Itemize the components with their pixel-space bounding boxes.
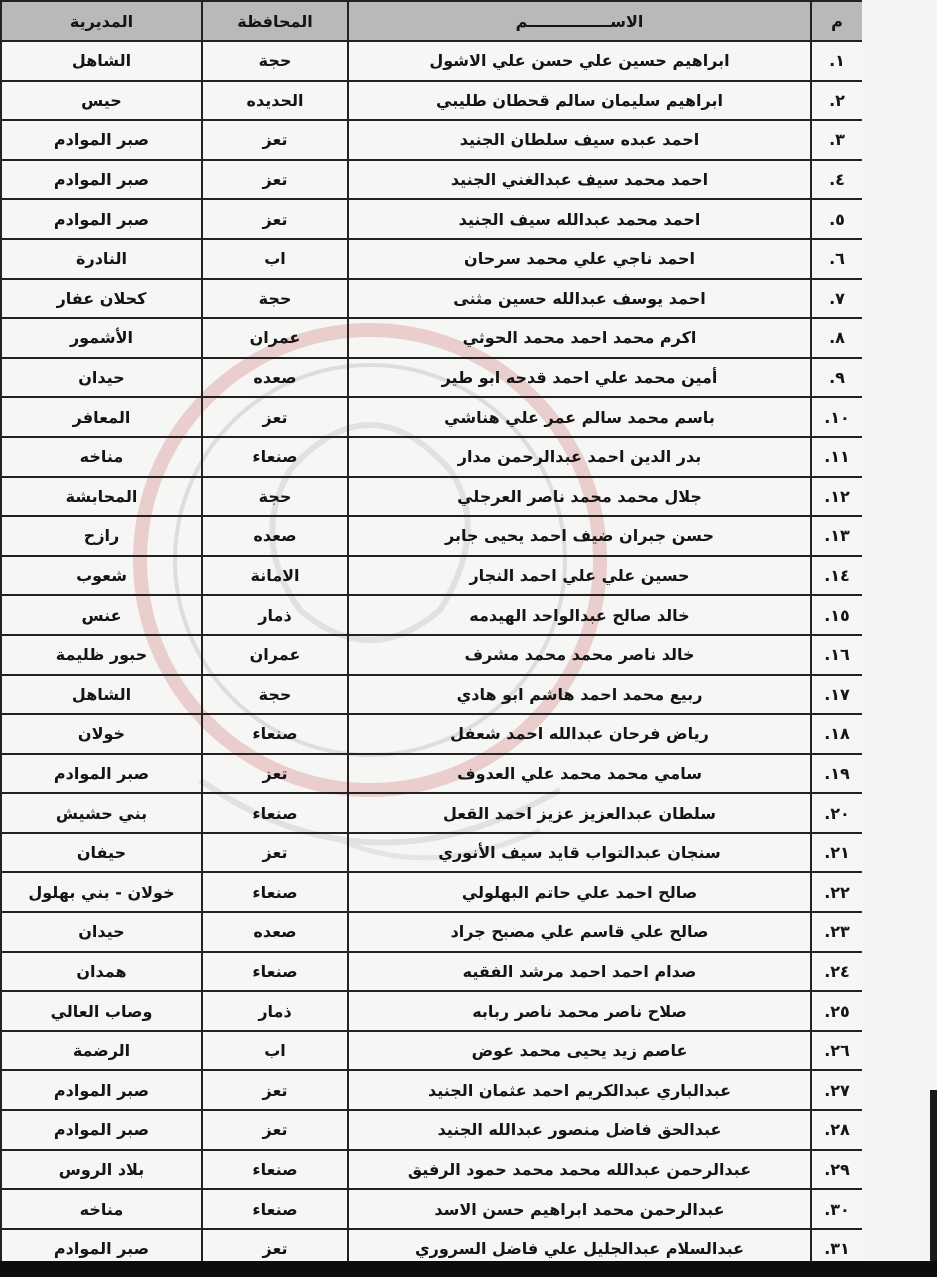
row-name: رياض فرحان عبدالله احمد شعفل xyxy=(348,714,811,754)
row-name: ربيع محمد احمد هاشم ابو هادي xyxy=(348,675,811,715)
row-district: خولان xyxy=(1,714,202,754)
row-governorate: صنعاء xyxy=(202,872,348,912)
row-number: ٢٢. xyxy=(811,872,863,912)
row-number: ١٩. xyxy=(811,754,863,794)
row-district: بلاد الروس xyxy=(1,1150,202,1190)
row-governorate: الحديده xyxy=(202,81,348,121)
table-row xyxy=(1,1031,863,1071)
row-governorate: تعز xyxy=(202,754,348,794)
table-row xyxy=(1,912,863,952)
table-header-row xyxy=(1,1,863,41)
table-row xyxy=(1,952,863,992)
row-number: ٣. xyxy=(811,120,863,160)
table-row xyxy=(1,1070,863,1110)
row-district: حيدان xyxy=(1,358,202,398)
row-number: ٢. xyxy=(811,81,863,121)
table-row xyxy=(1,754,863,794)
bottom-dark-band xyxy=(0,1261,937,1277)
table-row xyxy=(1,872,863,912)
row-number: ١٤. xyxy=(811,556,863,596)
row-name: احمد عبده سيف سلطان الجنيد xyxy=(348,120,811,160)
row-name: سلطان عبدالعزيز عزيز احمد القعل xyxy=(348,793,811,833)
row-governorate: عمران xyxy=(202,318,348,358)
row-district: كحلان عفار xyxy=(1,279,202,319)
table-row xyxy=(1,516,863,556)
row-number: ٢٣. xyxy=(811,912,863,952)
row-district: صبر الموادم xyxy=(1,120,202,160)
table-row xyxy=(1,81,863,121)
row-number: ٢٦. xyxy=(811,1031,863,1071)
table-row xyxy=(1,437,863,477)
table-row xyxy=(1,279,863,319)
row-governorate: صعده xyxy=(202,516,348,556)
row-district: صبر الموادم xyxy=(1,754,202,794)
row-name: باسم محمد سالم عمر علي هناشي xyxy=(348,397,811,437)
row-governorate: حجة xyxy=(202,477,348,517)
row-governorate: تعز xyxy=(202,1229,348,1269)
row-name: خالد صالح عبدالواحد الهيدمه xyxy=(348,595,811,635)
table-row xyxy=(1,160,863,200)
row-district: حيفان xyxy=(1,833,202,873)
row-number: ٢٩. xyxy=(811,1150,863,1190)
row-name: عبدالسلام عبدالجليل علي فاضل السروري xyxy=(348,1229,811,1269)
row-district: مناخه xyxy=(1,437,202,477)
row-governorate: ذمار xyxy=(202,595,348,635)
row-number: ٢٥. xyxy=(811,991,863,1031)
table-row xyxy=(1,595,863,635)
row-name: صالح احمد علي حاتم البهلولي xyxy=(348,872,811,912)
row-name: احمد محمد سيف عبدالغني الجنيد xyxy=(348,160,811,200)
row-district: حيدان xyxy=(1,912,202,952)
row-governorate: ذمار xyxy=(202,991,348,1031)
row-governorate: تعز xyxy=(202,160,348,200)
row-governorate: تعز xyxy=(202,397,348,437)
table-row xyxy=(1,991,863,1031)
row-district: المعافر xyxy=(1,397,202,437)
row-name: ابراهيم سليمان سالم قحطان طليبي xyxy=(348,81,811,121)
row-name: عبدالرحمن محمد ابراهيم حسن الاسد xyxy=(348,1189,811,1229)
row-name: عبدالرحمن عبدالله محمد محمد حمود الرفيق xyxy=(348,1150,811,1190)
row-name: اكرم محمد احمد محمد الحوثي xyxy=(348,318,811,358)
row-number: ١٠. xyxy=(811,397,863,437)
row-name: حسن جبران ضيف احمد يحيى جابر xyxy=(348,516,811,556)
row-name: بدر الدين احمد عبدالرحمن مدار xyxy=(348,437,811,477)
table-row xyxy=(1,1110,863,1150)
row-number: ١٥. xyxy=(811,595,863,635)
row-name: صلاح ناصر محمد ناصر ربابه xyxy=(348,991,811,1031)
row-name: سنجان عبدالتواب قايد سيف الأنوري xyxy=(348,833,811,873)
row-governorate: صعده xyxy=(202,358,348,398)
table-row xyxy=(1,556,863,596)
row-name: احمد محمد عبدالله سيف الجنيد xyxy=(348,199,811,239)
row-district: مناخه xyxy=(1,1189,202,1229)
row-number: ١٣. xyxy=(811,516,863,556)
row-number: ٦. xyxy=(811,239,863,279)
row-district: خولان - بني بهلول xyxy=(1,872,202,912)
row-name: ابراهيم حسين علي حسن علي الاشول xyxy=(348,41,811,81)
row-governorate: صنعاء xyxy=(202,714,348,754)
row-district: الأشمور xyxy=(1,318,202,358)
row-district: حيس xyxy=(1,81,202,121)
row-district: الشاهل xyxy=(1,41,202,81)
header-district: المديرية xyxy=(1,1,202,41)
row-name: صدام احمد احمد مرشد الفقيه xyxy=(348,952,811,992)
table-row xyxy=(1,397,863,437)
row-district: صبر الموادم xyxy=(1,1229,202,1269)
header-num: م xyxy=(811,1,863,41)
row-governorate: صنعاء xyxy=(202,793,348,833)
row-governorate: اب xyxy=(202,239,348,279)
row-governorate: صنعاء xyxy=(202,1189,348,1229)
row-governorate: تعز xyxy=(202,833,348,873)
table-row xyxy=(1,199,863,239)
row-district: وصاب العالي xyxy=(1,991,202,1031)
row-governorate: حجة xyxy=(202,41,348,81)
row-district: عنس xyxy=(1,595,202,635)
row-district: صبر الموادم xyxy=(1,199,202,239)
table-row xyxy=(1,1189,863,1229)
row-governorate: صنعاء xyxy=(202,437,348,477)
row-number: ٣١. xyxy=(811,1229,863,1269)
row-number: ٧. xyxy=(811,279,863,319)
row-number: ٩. xyxy=(811,358,863,398)
row-district: بني حشيش xyxy=(1,793,202,833)
row-governorate: حجة xyxy=(202,675,348,715)
table-row xyxy=(1,714,863,754)
row-name: جلال محمد محمد ناصر العرجلي xyxy=(348,477,811,517)
row-name: عبدالحق فاضل منصور عبدالله الجنيد xyxy=(348,1110,811,1150)
row-number: ١٧. xyxy=(811,675,863,715)
row-governorate: الامانة xyxy=(202,556,348,596)
row-district: الرضمة xyxy=(1,1031,202,1071)
table-row xyxy=(1,358,863,398)
row-number: ٣٠. xyxy=(811,1189,863,1229)
row-number: ١٦. xyxy=(811,635,863,675)
row-governorate: اب xyxy=(202,1031,348,1071)
row-governorate: تعز xyxy=(202,1110,348,1150)
header-governorate: المحافظة xyxy=(202,1,348,41)
header-name: الاســـــــــــــــم xyxy=(348,1,811,41)
row-number: ٢٤. xyxy=(811,952,863,992)
row-name: خالد ناصر محمد محمد مشرف xyxy=(348,635,811,675)
row-district: حبور ظليمة xyxy=(1,635,202,675)
table-row xyxy=(1,833,863,873)
page-margin xyxy=(862,0,937,1261)
row-governorate: صعده xyxy=(202,912,348,952)
row-district: شعوب xyxy=(1,556,202,596)
row-governorate: عمران xyxy=(202,635,348,675)
row-name: عبدالباري عبدالكريم احمد عثمان الجنيد xyxy=(348,1070,811,1110)
table-row xyxy=(1,635,863,675)
row-district: صبر الموادم xyxy=(1,160,202,200)
row-district: همدان xyxy=(1,952,202,992)
row-governorate: تعز xyxy=(202,1070,348,1110)
table-row xyxy=(1,1150,863,1190)
row-district: رازح xyxy=(1,516,202,556)
row-district: صبر الموادم xyxy=(1,1070,202,1110)
table-row xyxy=(1,793,863,833)
row-name: عاصم زيد يحيى محمد عوض xyxy=(348,1031,811,1071)
table-row xyxy=(1,477,863,517)
row-number: ٢١. xyxy=(811,833,863,873)
table-row xyxy=(1,41,863,81)
row-number: ١١. xyxy=(811,437,863,477)
row-governorate: صنعاء xyxy=(202,952,348,992)
row-district: صبر الموادم xyxy=(1,1110,202,1150)
row-district: المحابشة xyxy=(1,477,202,517)
table-row xyxy=(1,120,863,160)
row-governorate: حجة xyxy=(202,279,348,319)
row-governorate: تعز xyxy=(202,199,348,239)
row-number: ١٨. xyxy=(811,714,863,754)
row-number: ٤. xyxy=(811,160,863,200)
row-governorate: تعز xyxy=(202,120,348,160)
row-number: ١٢. xyxy=(811,477,863,517)
row-name: احمد يوسف عبدالله حسين مثنى xyxy=(348,279,811,319)
row-name: أمين محمد علي احمد قدحه ابو طير xyxy=(348,358,811,398)
table-row xyxy=(1,239,863,279)
row-number: ٢٧. xyxy=(811,1070,863,1110)
row-governorate: صنعاء xyxy=(202,1150,348,1190)
table-row xyxy=(1,318,863,358)
row-district: الشاهل xyxy=(1,675,202,715)
table-row xyxy=(1,675,863,715)
row-name: سامي محمد محمد علي العدوف xyxy=(348,754,811,794)
row-name: حسين علي علي احمد النجار xyxy=(348,556,811,596)
row-number: ٢٠. xyxy=(811,793,863,833)
row-name: صالح علي قاسم علي مصبح جراد xyxy=(348,912,811,952)
page-edge-shadow xyxy=(930,1090,937,1261)
row-number: ٥. xyxy=(811,199,863,239)
row-district: النادرة xyxy=(1,239,202,279)
row-number: ٢٨. xyxy=(811,1110,863,1150)
row-name: احمد ناجي علي محمد سرحان xyxy=(348,239,811,279)
row-number: ٨. xyxy=(811,318,863,358)
row-number: ١. xyxy=(811,41,863,81)
